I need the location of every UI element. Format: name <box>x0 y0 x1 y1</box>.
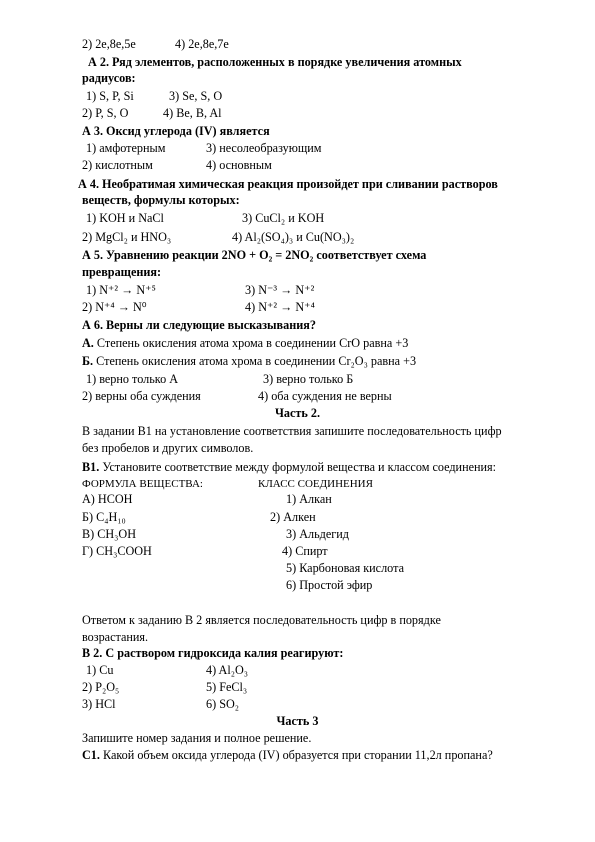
question-a3-title: А 3. Оксид углерода (IV) является <box>82 124 270 138</box>
answer-option: 1) KOH и NaCl <box>86 211 164 225</box>
formula-item: А) HCOH <box>82 492 133 506</box>
class-item: 6) Простой эфир <box>286 578 373 592</box>
answer-option: 4) N⁺² → N⁺⁴ <box>245 300 315 314</box>
answer-option: 6) SO₂ <box>206 697 240 711</box>
question-b1 <box>82 460 496 475</box>
question-a4-title-cont: веществ, формулы которых: <box>82 193 240 207</box>
answer-option: 4) оба суждения не верны <box>258 389 392 403</box>
answer-option: 3) N⁻³ → N⁺² <box>245 283 315 297</box>
class-item: 1) Алкан <box>286 492 332 506</box>
answer-option: 1) S, P, Si <box>86 89 134 103</box>
answer-option: 3) верно только Б <box>263 372 354 386</box>
answer-option: 2) P₂O₅ <box>82 680 120 694</box>
formula-item: Г) CH₃COOH <box>82 544 152 558</box>
answer-option: 4) основным <box>206 158 272 172</box>
statement-b <box>82 354 416 369</box>
column-header-class: КЛАСС СОЕДИНЕНИЯ <box>258 478 373 490</box>
part-2-intro: В задании В1 на установление соответствия запишите последовательность цифр <box>82 424 502 438</box>
question-text: Установите соответствие между формулой вещества и классом соединения: <box>102 460 497 474</box>
question-label: В1. <box>82 460 100 474</box>
answer-option: 3) HCl <box>82 697 116 711</box>
question-a2-title: А 2. Ряд элементов, расположенных в порядке увеличения атомных <box>88 55 462 69</box>
question-text: Какой объем оксида углерода (IV) образуется при сторании 11,2л пропана? <box>103 748 493 762</box>
question-b2-title: В 2. С раствором гидроксида калия реагируют: <box>82 646 344 660</box>
answer-option: 1) амфотерным <box>86 141 166 155</box>
class-item: 5) Карбоновая кислота <box>286 561 404 575</box>
column-header-formula: ФОРМУЛА ВЕЩЕСТВА: <box>82 478 203 490</box>
question-a4-title: А 4. Необратимая химическая реакция произойдет при сливании растворов <box>78 177 498 191</box>
answer-option: 4) Be, B, Al <box>163 106 222 120</box>
answer-option: 2) P, S, O <box>82 106 129 120</box>
question-a2-title-cont: радиусов: <box>82 71 136 85</box>
question-label: С1. <box>82 748 100 762</box>
answer-option: 4) Al₂(SO₄)₃ и Cu(NO₃)₂ <box>232 230 355 244</box>
answer-option: 2) верны оба суждения <box>82 389 201 403</box>
class-item: 3) Альдегид <box>286 527 349 541</box>
part-2-heading: Часть 2. <box>274 406 321 420</box>
statement-label: Б. <box>82 354 94 368</box>
answer-option: 1) Cu <box>86 663 114 677</box>
class-item: 2) Алкен <box>270 510 316 524</box>
b2-intro-cont: возрастания. <box>82 630 149 644</box>
answer-option: 2) MgCl₂ и HNO₃ <box>82 230 172 244</box>
answer-option: 4) Al₂O₃ <box>206 663 249 677</box>
formula-item: Б) C₄H₁₀ <box>82 510 126 524</box>
part-3-heading: Часть 3 <box>276 714 319 728</box>
answer-option: 3) несолеобразующим <box>206 141 322 155</box>
question-a6-title: А 6. Верны ли следующие высказывания? <box>82 318 316 332</box>
answer-option: 3) CuCl₂ и KOH <box>242 211 325 225</box>
answer-option: 1) верно только А <box>86 372 179 386</box>
answer-option: 5) FeCl₃ <box>206 680 248 694</box>
formula-item: В) CH₃OH <box>82 527 137 541</box>
statement-text: Степень окисления атома хрома в соединении Cr₂O₃ равна +3 <box>96 354 417 368</box>
answer-option: 1) N⁺² → N⁺⁵ <box>86 283 156 297</box>
question-c1 <box>82 748 493 763</box>
class-item: 4) Спирт <box>282 544 328 558</box>
answer-option: 2) N⁺⁴ → N⁰ <box>82 300 147 314</box>
statement-text: Степень окисления атома хрома в соединении CrO равна +3 <box>96 336 409 350</box>
answer-option: 3) Se, S, O <box>169 89 223 103</box>
part-2-intro-cont: без пробелов и других символов. <box>82 441 254 455</box>
question-a5-title: А 5. Уравнению реакции 2NO + O₂ = 2NO₂ соответствует схема <box>82 248 427 262</box>
statement-label: А. <box>82 336 94 350</box>
answer-option: 4) 2e,8e,7e <box>175 37 229 51</box>
statement-a <box>82 336 408 351</box>
answer-option: 2) кислотным <box>82 158 153 172</box>
part-3-intro: Запишите номер задания и полное решение. <box>82 731 312 745</box>
question-a5-title-cont: превращения: <box>82 265 162 279</box>
answer-option: 2) 2e,8e,5e <box>82 37 136 51</box>
b2-intro: Ответом к заданию В 2 является последовательность цифр в порядке <box>82 613 441 627</box>
